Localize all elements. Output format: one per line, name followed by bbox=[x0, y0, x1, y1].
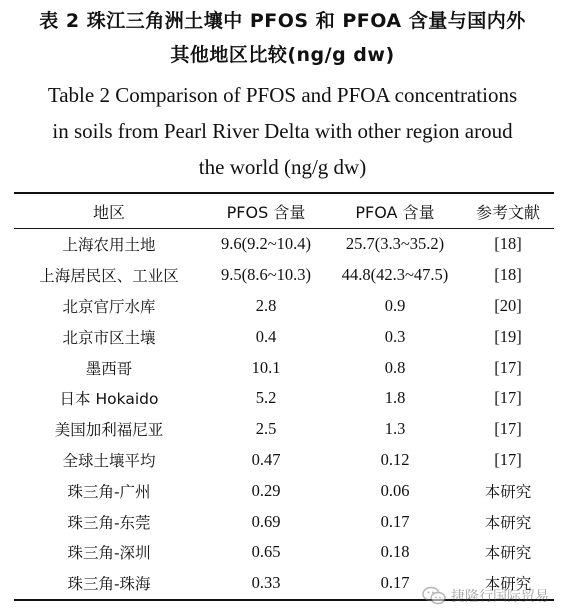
table-row bbox=[14, 383, 554, 414]
cell-reference: [19] bbox=[494, 326, 522, 346]
cell-reference: 本研究 bbox=[484, 513, 532, 532]
cell-pfos: 9.5(8.6~10.3) bbox=[220, 265, 312, 285]
table-row bbox=[14, 291, 554, 322]
cell-region: 珠三角-珠海 bbox=[67, 575, 151, 594]
header-reference: 参考文献 bbox=[475, 202, 540, 222]
watermark-text: 捷隆行国际贸易 bbox=[451, 589, 549, 605]
cell-reference: 本研究 bbox=[484, 575, 532, 594]
cell-pfoa: 25.7(3.3~35.2) bbox=[345, 234, 445, 254]
cell-reference: [18] bbox=[494, 265, 522, 285]
comparison-table bbox=[14, 192, 554, 601]
cell-reference: 本研究 bbox=[484, 482, 532, 501]
cell-pfoa: 44.8(42.3~47.5) bbox=[341, 265, 449, 285]
table-row bbox=[14, 321, 554, 352]
cell-pfos: 9.6(9.2~10.4) bbox=[220, 234, 312, 254]
header-pfos: PFOS 含量 bbox=[226, 202, 306, 222]
header-region: 地区 bbox=[92, 202, 125, 222]
table-row bbox=[14, 445, 554, 476]
table-header-row bbox=[14, 193, 554, 229]
cell-region: 美国加利福尼亚 bbox=[54, 421, 164, 440]
cell-region: 日本 Hokaido bbox=[59, 390, 159, 409]
cell-region: 珠三角-广州 bbox=[67, 482, 151, 501]
cell-pfoa: 0.06 bbox=[380, 480, 410, 500]
cell-reference: 本研究 bbox=[484, 544, 532, 563]
cell-pfoa: 0.9 bbox=[384, 295, 406, 315]
cell-pfos: 0.65 bbox=[251, 542, 281, 562]
cell-reference: [20] bbox=[494, 295, 522, 315]
table-row bbox=[14, 352, 554, 383]
table-row bbox=[14, 537, 554, 568]
cell-pfos: 0.47 bbox=[251, 449, 281, 469]
cell-reference: [17] bbox=[494, 388, 522, 408]
cell-pfos: 2.5 bbox=[255, 419, 277, 439]
cell-region: 珠三角-东莞 bbox=[67, 513, 151, 532]
wechat-icon bbox=[422, 586, 446, 606]
cell-region: 全球土壤平均 bbox=[62, 451, 156, 470]
cell-pfoa: 0.17 bbox=[380, 511, 410, 531]
table-row bbox=[14, 229, 554, 260]
header-pfoa: PFOA 含量 bbox=[355, 202, 435, 222]
cell-region: 珠三角-深圳 bbox=[67, 544, 151, 563]
cell-pfos: 5.2 bbox=[255, 388, 277, 408]
cell-pfoa: 1.3 bbox=[384, 419, 406, 439]
cell-pfoa: 0.18 bbox=[380, 542, 410, 562]
cell-pfos: 0.29 bbox=[251, 480, 281, 500]
table-row bbox=[14, 506, 554, 537]
cell-reference: [17] bbox=[494, 449, 522, 469]
cell-reference: [17] bbox=[494, 357, 522, 377]
cell-pfos: 0.33 bbox=[251, 573, 281, 593]
caption-cn-line1: 表 2 珠江三角洲土壤中 PFOS 和 PFOA 含量与国内外 bbox=[39, 10, 526, 32]
cell-pfos: 2.8 bbox=[255, 295, 277, 315]
cell-pfoa: 1.8 bbox=[384, 388, 406, 408]
cell-pfoa: 0.17 bbox=[380, 573, 410, 593]
cell-pfoa: 0.3 bbox=[384, 326, 406, 346]
cell-region: 北京官厅水库 bbox=[62, 297, 156, 316]
caption-cn-line2: 其他地区比较(ng/g dw) bbox=[170, 44, 395, 66]
cell-reference: [18] bbox=[494, 234, 522, 254]
cell-region: 上海居民区、工业区 bbox=[39, 267, 179, 286]
cell-region: 墨西哥 bbox=[85, 359, 133, 378]
cell-reference: [17] bbox=[494, 419, 522, 439]
caption-en-line2: in soils from Pearl River Delta with other region aroud bbox=[52, 119, 513, 143]
caption-en-line1: Table 2 Comparison of PFOS and PFOA concentrations bbox=[47, 83, 518, 107]
table-row bbox=[14, 475, 554, 506]
cell-pfoa: 0.12 bbox=[380, 449, 410, 469]
cell-pfos: 0.69 bbox=[251, 511, 281, 531]
watermark bbox=[422, 586, 549, 606]
cell-region: 北京市区土壤 bbox=[62, 328, 156, 347]
table-row bbox=[14, 414, 554, 445]
cell-region: 上海农用土地 bbox=[62, 236, 156, 255]
cell-pfos: 10.1 bbox=[251, 357, 281, 377]
caption-en-line3: the world (ng/g dw) bbox=[198, 155, 367, 179]
cell-pfos: 0.4 bbox=[255, 326, 277, 346]
cell-pfoa: 0.8 bbox=[384, 357, 406, 377]
table-row bbox=[14, 260, 554, 291]
